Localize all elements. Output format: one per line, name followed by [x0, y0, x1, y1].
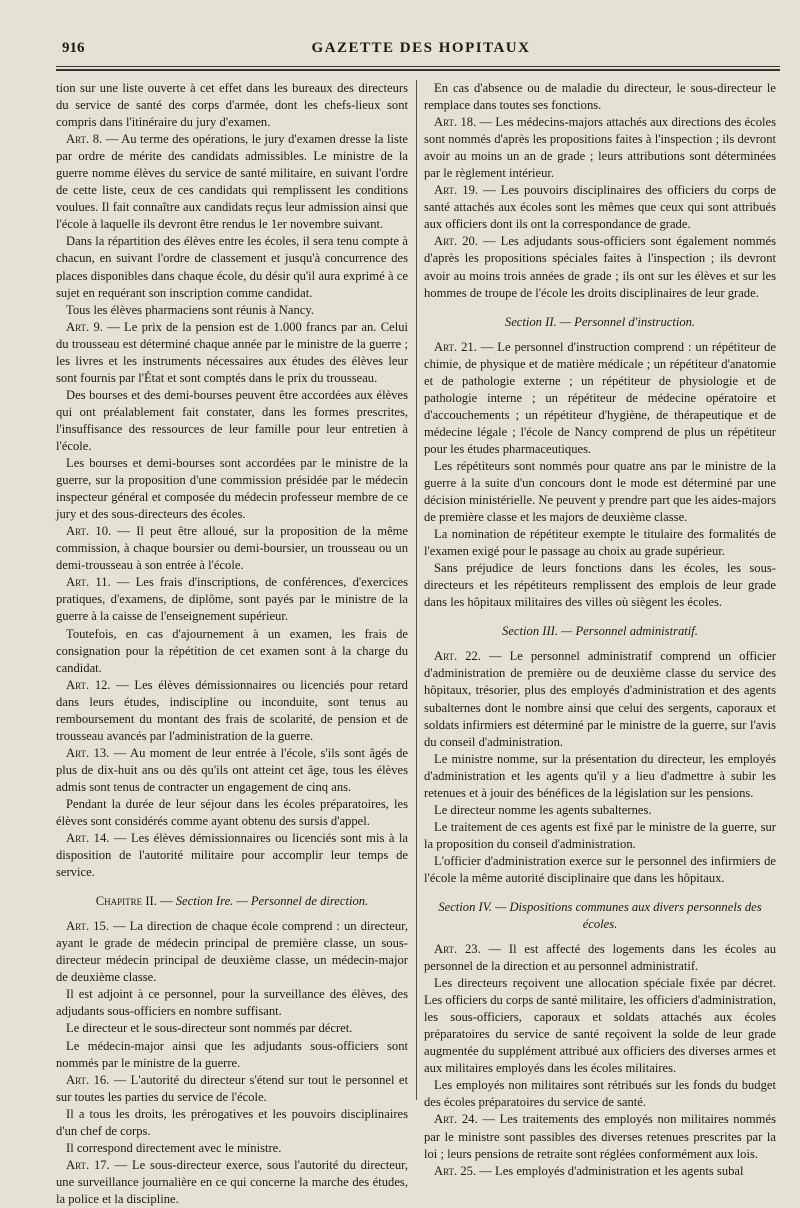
header-rule-thin — [56, 66, 780, 67]
section-heading: Section IV. — Dispositions communes aux divers personnels des écoles. — [438, 900, 762, 932]
right-column — [424, 80, 776, 1180]
article-8: Art. 8. — Au terme des opérations, le jury d'examen dresse la liste par ordre de mérite des candidats admissibles. Le ministre de la guerre nomme élèves du service de santé militaire, en suivant l'ordre de cette liste, ceux de ces candidats qui remplissent les conditions voulues. Il fait connaître aux candidats reçus leur admission ainsi que l'école à laquelle ils devront être rendus le 1er novembre suivant. — [56, 132, 408, 232]
article-9: Art. 9. — Le prix de la pension est de 1.000 francs par an. Celui du trousseau est déterminé chaque année par le ministre de la guerre ; les livres et les instruments nécessaires aux études des élèves leur sont fournis par l'État et sont comptés dans le prix du trousseau. — [56, 319, 408, 385]
header-rule-thick — [56, 69, 780, 71]
paragraph: La nomination de répétiteur exempte le titulaire des formalités de l'examen exigé pour le passage au choix au grade supérieur. — [424, 527, 776, 559]
article-13: Art. 13. — Au moment de leur entrée à l'école, s'ils sont âgés de plus de dix-huit ans ou dès qu'ils ont atteint cet âge, tous les élèves admis sont tenus de contracter un engagement de cinq ans. — [56, 745, 408, 794]
article-25: Art. 25. — Les employés d'administration et les agents subal — [434, 1163, 744, 1178]
paragraph: Il correspond directement avec le ministre. — [66, 1140, 282, 1155]
article-22: Art. 22. — Le personnel administratif comprend un officier d'administration de première ou de deuxième classe du service des hôpitaux, trésorier, plus des employés d'administration et des agents subalternes dont le nombre ainsi que celui des sergents, caporaux et soldats infirmiers est déterminé par le ministre de la guerre, sur l'avis du conseil d'administration. — [424, 649, 776, 749]
article-18: Art. 18. — Les médecins-majors attachés aux directions des écoles sont nommés d'après les propositions faites à l'inspection ; ils devront avoir au moins un an de grade ; leurs attributions sont déterminées par le règlement intérieur. — [424, 115, 776, 181]
article-24: Art. 24. — Les traitements des employés non militaires nommés par le ministre sont passibles des diverses retenues prescrites par la loi ; leurs pensions de retraite sont réglées conformément aux lois. — [424, 1112, 776, 1161]
paragraph: Les employés non militaires sont rétribués sur les fonds du budget des écoles préparatoires du service de santé. — [424, 1078, 776, 1110]
paragraph: Des bourses et des demi-bourses peuvent être accordées aux élèves qui ont préalablement fait constater, dans les formes prescrites, l'insuffisance des ressources de leur famille pour leur entretien à l'école. — [56, 387, 408, 453]
paragraph: L'officier d'administration exerce sur le personnel des infirmiers de l'école la même autorité disciplinaire que dans les hôpitaux. — [424, 853, 776, 885]
article-12: Art. 12. — Les élèves démissionnaires ou licenciés pour retard dans leurs études, indiscipline ou inconduite, sont tenus au remboursement du montant des frais de scolarité, de pension et de trousseau avancés par l'administration de la guerre. — [56, 677, 408, 743]
paragraph: Le directeur et le sous-directeur sont nommés par décret. — [66, 1021, 353, 1036]
article-23: Art. 23. — Il est affecté des logements dans les écoles au personnel de la direction et au personnel administratif. — [424, 942, 776, 974]
article-16: Art. 16. — L'autorité du directeur s'étend sur tout le personnel et sur toutes les parties du service de l'école. — [56, 1072, 408, 1104]
paragraph: Dans la répartition des élèves entre les écoles, il sera tenu compte à chacun, en suivant l'ordre de classement et jusqu'à concurrence des places disponibles dans chaque école, du désir qu'il aura exprimé à ce sujet en requérant son inscription comme candidat. — [56, 234, 408, 300]
paragraph: Le médecin-major ainsi que les adjudants sous-officiers sont nommés par le ministre de la guerre. — [56, 1038, 408, 1070]
paragraph: Pendant la durée de leur séjour dans les écoles préparatoires, les élèves sont considérés comme ayant obtenu des sursis d'appel. — [56, 796, 408, 829]
article-15: Art. 15. — La direction de chaque école comprend : un directeur, ayant le grade de médecin principal de première classe, un sous-directeur médecin principal de deuxième classe, un médecin-major de deuxième classe. — [56, 919, 408, 985]
page-header — [62, 40, 780, 62]
paragraph: Les bourses et demi-bourses sont accordées par le ministre de la guerre, sur la proposition d'une commission présidée par le médecin inspecteur général et composée du médecin professeur membre de ce jury et des sous-directeurs des écoles. — [56, 456, 408, 522]
article-21: Art. 21. — Le personnel d'instruction comprend : un répétiteur de chimie, de physique et de matière médicale ; un répétiteur d'anatomie et de pathologie externe ; un répétiteur de physiologie et de pathologie interne ; un répétiteur de médecine opératoire et d'accouchements ; un répétiteur d'hygiène, de thérapeutique et de médecine légale ; l'école de Nancy comprend de plus un répétiteur pour les études pharmaceutiques. — [424, 339, 776, 456]
left-column — [56, 80, 408, 1208]
paragraph: tion sur une liste ouverte à cet effet dans les bureaux des directeurs du service de santé des corps d'armée, dont les chefs-lieux sont compris dans l'itinéraire du jury d'examen. — [56, 81, 408, 130]
article-11: Art. 11. — Les frais d'inscriptions, de conférences, d'exercices pratiques, d'examens, de diplôme, sont payés par le ministre de la guerre à la caisse de l'enseignement supérieur. — [56, 575, 408, 624]
paragraph: Les répétiteurs sont nommés pour quatre ans par le ministre de la guerre à la suite d'un concours dont le mode est déterminé par une décision ministérielle. Ne peuvent y prendre part que les aides-majors de première classe et les majors de deuxième classe. — [424, 458, 776, 525]
page-number: 916 — [62, 40, 85, 56]
article-19: Art. 19. — Les pouvoirs disciplinaires des officiers du corps de santé attachés aux écoles sont les mêmes que ceux qui sont attribués aux officiers dont ils ont la correspondance de grade. — [424, 183, 776, 232]
paragraph: Il a tous les droits, les prérogatives et les pouvoirs disciplinaires d'un chef de corps. — [56, 1106, 408, 1138]
chapter-heading: Chapitre II. — Section Ire. — Personnel de direction. — [95, 894, 369, 909]
column-divider — [416, 80, 417, 1100]
article-10: Art. 10. — Il peut être alloué, sur la proposition de la même commission, à chaque boursier ou demi-boursier, un trousseau ou un demi-trousseau à son entrée à l'école. — [56, 524, 408, 573]
section-heading: Section II. — Personnel d'instruction. — [504, 314, 696, 329]
section-heading: Section III. — Personnel administratif. — [502, 624, 698, 639]
paragraph: Tous les élèves pharmaciens sont réunis à Nancy. — [66, 302, 315, 317]
article-14: Art. 14. — Les élèves démissionnaires ou licenciés sont mis à la disposition de l'autorité militaire pour accomplir leur temps de service. — [56, 831, 408, 880]
paragraph: Toutefois, en cas d'ajournement à un examen, les frais de consignation pour la répétition de cet examen sont à la charge du candidat. — [56, 626, 408, 675]
paragraph: Sans préjudice de leurs fonctions dans les écoles, les sous-directeurs et les répétiteurs remplissent des emplois de leur grade dans les hôpitaux militaires des villes où siègent les écoles. — [424, 561, 776, 610]
paragraph: En cas d'absence ou de maladie du directeur, le sous-directeur le remplace dans toutes ses fonctions. — [424, 81, 776, 113]
paragraph: Le traitement de ces agents est fixé par le ministre de la guerre, sur la proposition du conseil d'administration. — [424, 819, 776, 851]
article-17: Art. 17. — Le sous-directeur exerce, sous l'autorité du directeur, une surveillance journalière en ce qui concerne la marche des études, la police et la discipline. — [56, 1157, 408, 1206]
paragraph: Il est adjoint à ce personnel, pour la surveillance des élèves, des adjudants sous-officiers en nombre suffisant. — [56, 987, 408, 1019]
journal-title: GAZETTE DES HOPITAUX — [311, 40, 531, 56]
article-20: Art. 20. — Les adjudants sous-officiers sont également nommés d'après les propositions spéciales faites à l'inspection ; ils devront avoir au moins trois années de grade ; ils ont sur les élèves et sur les hommes de troupe de l'école les droits disciplinaires de leur grade. — [424, 234, 776, 300]
paragraph: Les directeurs reçoivent une allocation spéciale fixée par décret. Les officiers du corps de santé militaire, les officiers d'administration, les sous-officiers, caporaux et soldats attachés aux écoles préparatoires du service de santé reçoivent la solde de leur grade augmentée du supplément attribué aux officiers des diverses armes et aux militaires employés dans les écoles militaires. — [424, 976, 776, 1076]
paragraph: Le directeur nomme les agents subalternes. — [434, 802, 652, 817]
paragraph: Le ministre nomme, sur la présentation du directeur, les employés d'administration et les agents qu'il y a lieu d'admettre à subir les retenues et à jouir des bénéfices de la législation sur les pensions. — [424, 751, 776, 800]
